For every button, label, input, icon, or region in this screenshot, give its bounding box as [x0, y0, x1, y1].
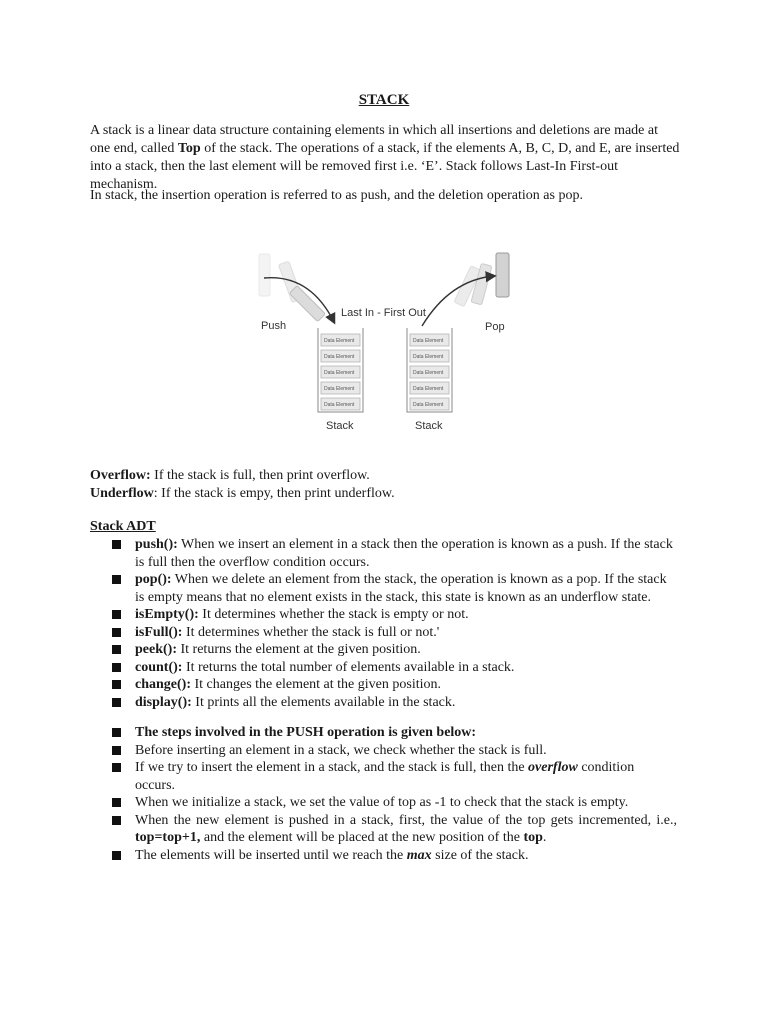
bullet-square-icon — [112, 663, 121, 672]
list-item: The elements will be inserted until we reach the max size of the stack. — [0, 847, 677, 865]
bullet-square-icon — [112, 540, 121, 549]
bullet-square-icon — [112, 816, 121, 825]
bullet-square-icon — [112, 575, 121, 584]
faded-element-1 — [259, 254, 270, 296]
bullet-square-icon — [112, 698, 121, 707]
intro-paragraph: A stack is a linear data structure containing elements in which all insertions and deletions are made at one end, called Top of the stack. The operations of a stack, if the elements A, B, C, D, and E, are inserted into a stack, then the last element will be removed first i.e. ‘E’. Stack follows Last-In First-out mechanism. — [90, 123, 680, 192]
push-steps-list — [0, 724, 768, 864]
bullet-square-icon — [112, 728, 121, 737]
right-stack-label: Stack — [415, 420, 443, 432]
right-element-label: Data Element — [413, 370, 444, 376]
pop-element — [496, 253, 509, 297]
list-item: Before inserting an element in a stack, we check whether the stack is full. — [0, 742, 677, 760]
left-element-label: Data Element — [324, 386, 355, 392]
overflow-definition: Overflow: If the stack is full, then print overflow. — [90, 468, 370, 483]
left-element-label: Data Element — [324, 402, 355, 408]
list-item: isEmpty(): It determines whether the stack is empty or not. — [0, 606, 677, 624]
push-label: Push — [261, 320, 287, 332]
list-item: When we initialize a stack, we set the value of top as -1 to check that the stack is empty. — [0, 794, 677, 812]
left-element-label: Data Element — [324, 370, 355, 376]
list-item: change(): It changes the element at the given position. — [0, 676, 677, 694]
list-item: isFull(): It determines whether the stack is full or not.' — [0, 624, 677, 642]
push-steps-heading: The steps involved in the PUSH operation is given below: — [0, 724, 677, 742]
bullet-square-icon — [112, 610, 121, 619]
list-item: If we try to insert the element in a stack, and the stack is full, then the overflow condition occurs. — [0, 759, 677, 794]
bullet-square-icon — [112, 746, 121, 755]
bullet-square-icon — [112, 798, 121, 807]
overflow-underflow-definitions — [90, 467, 690, 503]
stack-adt-list — [0, 536, 768, 711]
bullet-square-icon — [112, 645, 121, 654]
bullet-square-icon — [112, 851, 121, 860]
bullet-square-icon — [112, 680, 121, 689]
stack-diagram — [250, 248, 520, 438]
right-element-label: Data Element — [413, 402, 444, 408]
list-item: peek(): It returns the element at the given position. — [0, 641, 677, 659]
bullet-square-icon — [112, 763, 121, 772]
push-pop-paragraph: In stack, the insertion operation is referred to as push, and the deletion operation as pop. — [90, 188, 583, 203]
left-element-label: Data Element — [324, 338, 355, 344]
diagram-caption: Last In - First Out — [341, 307, 426, 319]
right-element-label: Data Element — [413, 338, 444, 344]
underflow-definition: Underflow: If the stack is empy, then print underflow. — [90, 486, 395, 501]
left-element-label: Data Element — [324, 354, 355, 360]
top-term: Top — [177, 141, 201, 156]
list-item: count(): It returns the total number of elements available in a stack. — [0, 659, 677, 677]
stack-adt-heading: Stack ADT — [90, 519, 156, 534]
bullet-square-icon — [112, 628, 121, 637]
right-element-label: Data Element — [413, 386, 444, 392]
list-item: push(): When we insert an element in a stack then the operation is known as a push. If the stack is full then the overflow condition occurs. — [0, 536, 677, 571]
pop-label: Pop — [485, 321, 505, 333]
page-title: STACK — [358, 92, 410, 108]
list-item: display(): It prints all the elements available in the stack. — [0, 694, 677, 712]
list-item: When the new element is pushed in a stack, first, the value of the top gets incremented, i.e., top=top+1, and the element will be placed at the new position of the top. — [0, 812, 677, 847]
right-element-label: Data Element — [413, 354, 444, 360]
faded-element-3 — [289, 286, 325, 322]
list-item: pop(): When we delete an element from the stack, the operation is known as a pop. If the stack is empty means that no element exists in the stack, this state is known as an underflow state. — [0, 571, 677, 606]
left-stack-label: Stack — [326, 420, 354, 432]
